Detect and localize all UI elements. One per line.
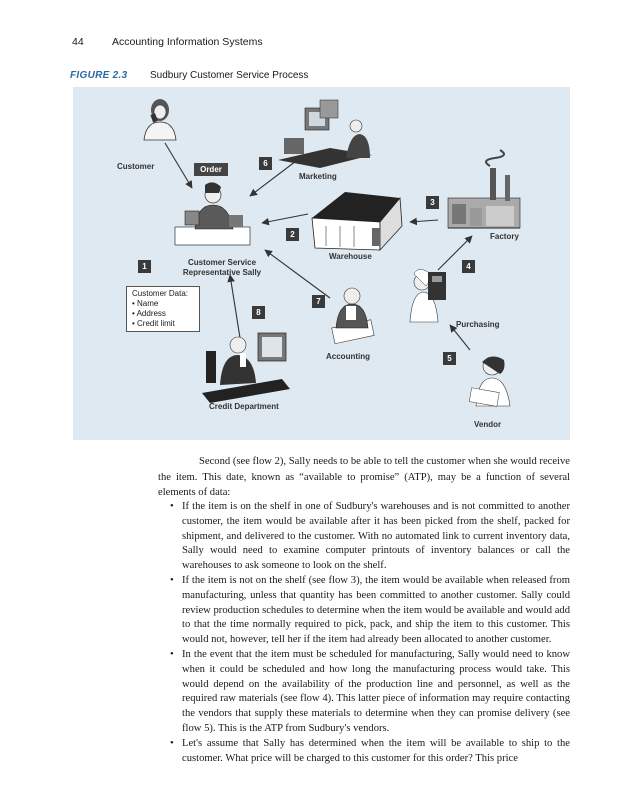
customer-data-box	[126, 286, 200, 332]
credit-department-icon	[202, 333, 290, 403]
intro-paragraph: Second (see flow 2), Sally needs to be able to tell the customer when she would receive the item. This date, known as “available to promise” (ATP), may be a function of several elements of data:	[158, 456, 570, 498]
warehouse-label: Warehouse	[329, 252, 372, 261]
warehouse-icon	[312, 192, 402, 250]
bullet-text: If the item is not on the shelf (see flow 3), the item would be available when released from manufacturing, unless that quantity has been committed to another customer. Sally could review production schedules to determine when the item would be available and would add to that the time normally required to pick, pack, and ship the item to this customer. This would not, however, tell her if the item had already been allocated to another customer.	[182, 574, 570, 646]
customer-data-title: Customer Data:	[132, 289, 189, 298]
bullet-item	[170, 648, 570, 737]
bullet-icon: •	[170, 501, 174, 512]
marketing-icon	[278, 100, 372, 168]
csr-label-line2: Representative Sally	[182, 268, 262, 277]
bullet-icon: •	[170, 574, 174, 586]
figure-caption: Sudbury Customer Service Process	[150, 70, 309, 81]
running-title: Accounting Information Systems	[112, 36, 263, 48]
arrow-credit-to-csr	[230, 275, 240, 338]
vendor-label: Vendor	[474, 420, 502, 429]
figure-label: FIGURE 2.3	[70, 70, 128, 81]
customer-data-item: • Credit limit	[132, 319, 175, 328]
bullet-item	[170, 574, 570, 648]
bullet-item	[170, 737, 570, 767]
vendor-icon	[469, 356, 510, 406]
flow-badge-6: 6	[259, 157, 272, 170]
marketing-label: Marketing	[299, 172, 337, 181]
bullet-text: Let's assume that Sally has determined when the item will be available to ship to the customer. What price will be charged to this customer for this order? This price	[182, 737, 570, 764]
purchasing-label: Purchasing	[456, 320, 500, 329]
flow-badge-4: 4	[462, 260, 475, 273]
arrow-warehouse-to-csr	[262, 214, 308, 223]
bullet-text: If the item is on the shelf in one of Sudbury's warehouses and is not committed to another customer, the item would be available after it has been picked from the shelf, packed for shipment, and delivered to the customer. With no automated link to current inventory data, Sally would need to examine computer printouts of inventory balances or call the warehouses to ask someone to look on the shelf.	[182, 501, 570, 572]
csr-label	[170, 258, 274, 278]
arrow-accounting-to-csr	[265, 250, 330, 298]
accounting-label: Accounting	[326, 352, 370, 361]
order-badge: Order	[194, 163, 228, 176]
purchasing-icon	[410, 269, 446, 322]
arrow-customer-to-csr	[165, 143, 192, 188]
customer-data-item: • Address	[132, 309, 166, 318]
bullet-list	[170, 500, 570, 766]
factory-label: Factory	[490, 232, 519, 241]
accounting-icon	[332, 288, 374, 344]
flow-badge-5: 5	[443, 352, 456, 365]
customer-icon	[144, 99, 176, 140]
flow-badge-7: 7	[312, 295, 325, 308]
arrow-factory-to-warehouse	[410, 220, 438, 222]
page-number: 44	[72, 36, 84, 48]
arrow-marketing-to-csr	[250, 158, 300, 196]
flow-badge-2: 2	[286, 228, 299, 241]
flow-badge-1: 1	[138, 260, 151, 273]
flow-badge-8: 8	[252, 306, 265, 319]
factory-icon	[448, 150, 520, 228]
csr-icon	[175, 182, 250, 245]
csr-label-line1: Customer Service	[187, 258, 257, 267]
bullet-icon: •	[170, 737, 174, 749]
customer-label: Customer	[117, 162, 155, 171]
credit-department-label: Credit Department	[209, 402, 279, 411]
bullet-text: In the event that the item must be scheduled for manufacturing, Sally would need to know when it could be scheduled and how long the manufacturing process would take. This would depend on the availability of the production line and personnel, as well as the required raw materials (see flow 4). This latter piece of information may require contacting the vendors that supply these materials to determine when they can promise delivery (see flow 5). This is the ATP from Sudbury's vendors.	[182, 648, 570, 734]
flow-badge-3: 3	[426, 196, 439, 209]
bullet-icon: •	[170, 648, 174, 660]
customer-data-item: • Name	[132, 299, 159, 308]
bullet-item	[170, 500, 570, 574]
